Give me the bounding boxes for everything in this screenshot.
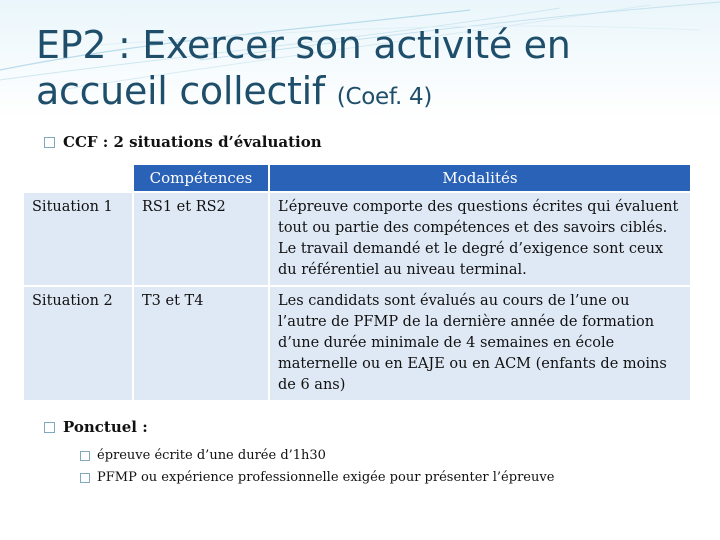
list-item-text: épreuve écrite d’une durée d’1h30: [97, 448, 326, 463]
title-main: EP2 : Exercer son activité en accueil collectif: [36, 23, 571, 113]
checkbox-bullet-icon: [80, 451, 90, 461]
list-item: [80, 470, 554, 485]
evaluation-table: [22, 163, 692, 402]
title-coef: (Coef. 4): [336, 84, 432, 110]
competences-cell: RS1 et RS2: [134, 193, 268, 285]
checkbox-bullet-icon: [44, 137, 55, 148]
list-item-text: PFMP ou expérience professionnelle exigée pour présenter l’épreuve: [97, 470, 555, 485]
situation-cell: Situation 1: [24, 193, 132, 285]
modalites-text: Les candidats sont évalués au cours de l’une ou l’autre de PFMP de la dernière année de formation d’une durée minimale de 4 semaines en école maternelle ou en EAJE ou en ACM (enfants de moins de 6 ans): [278, 293, 667, 393]
ccf-bullet: [44, 133, 322, 151]
competences-cell: T3 et T4: [134, 287, 268, 400]
modalites-text: Le travail demandé et le degré d’exigence sont ceux du référentiel au niveau terminal.: [278, 241, 664, 278]
page-title: [36, 22, 696, 120]
header-corner: [24, 165, 132, 191]
modalites-text: L’épreuve comporte des questions écrites qui évaluent tout ou partie des compétences et des savoirs ciblés.: [278, 199, 679, 236]
ccf-text: CCF : 2 situations d’évaluation: [63, 133, 322, 151]
ponctuel-bullet: [44, 418, 148, 436]
ponctuel-label: Ponctuel :: [63, 418, 148, 436]
checkbox-bullet-icon: [44, 422, 55, 433]
modalites-cell: [270, 287, 690, 400]
header-modalites: Modalités: [270, 165, 690, 191]
modalites-cell: [270, 193, 690, 285]
table-header-row: [24, 165, 690, 191]
header-competences: Compétences: [134, 165, 268, 191]
table-row: [24, 193, 690, 285]
situation-cell: Situation 2: [24, 287, 132, 400]
checkbox-bullet-icon: [80, 473, 90, 483]
table-row: [24, 287, 690, 400]
list-item: [80, 448, 326, 463]
